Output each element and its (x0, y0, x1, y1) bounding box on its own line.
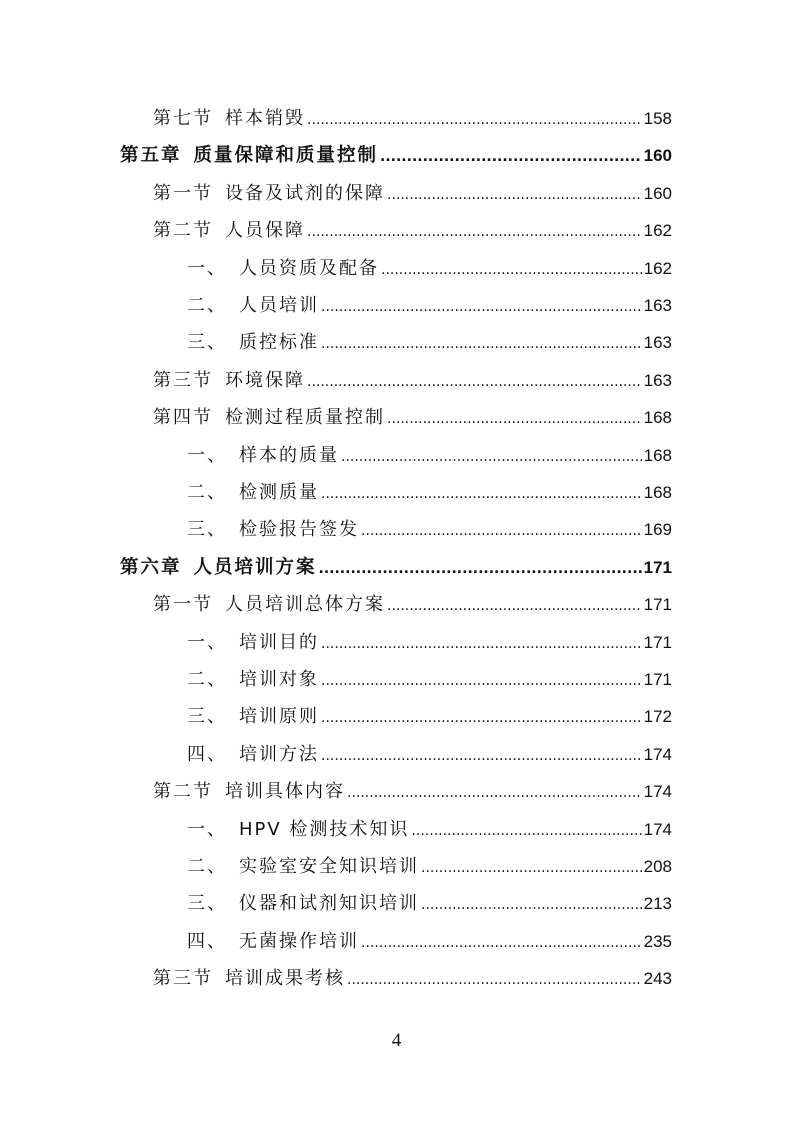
toc-entry-label: 三、 (187, 893, 227, 915)
toc-entry-page: 208 (643, 857, 672, 876)
toc-entry-label: 第二节 (153, 781, 213, 803)
toc-entry-page: 213 (643, 894, 672, 914)
toc-entry-page: 174 (643, 819, 672, 839)
dot-leader (380, 137, 642, 176)
toc-entry-title: 培训原则 (239, 706, 319, 728)
toc-subsection[interactable] (187, 437, 672, 474)
dot-leader (319, 549, 642, 588)
dot-leader (321, 624, 642, 663)
toc-subsection[interactable] (187, 923, 672, 960)
dot-leader (387, 586, 642, 625)
toc-section[interactable] (153, 773, 672, 810)
toc-section[interactable] (153, 586, 672, 623)
toc-entry-label: 四、 (187, 930, 227, 952)
toc-entry-page: 169 (643, 520, 672, 540)
toc-entry-page: 243 (643, 969, 672, 989)
toc-entry-page: 235 (643, 931, 672, 951)
dot-leader (361, 923, 642, 962)
toc-subsection[interactable] (187, 811, 672, 848)
toc-entry-title: 样本的质量 (239, 444, 339, 466)
toc-entry-label: 一、 (187, 444, 227, 466)
toc-entry-title: 检测过程质量控制 (225, 407, 385, 429)
toc-entry-label: 四、 (187, 743, 227, 765)
toc-entry-page: 158 (643, 109, 672, 128)
toc-entry-title: 样本销毁 (225, 108, 305, 129)
toc-entry-title: 质控标准 (239, 332, 319, 354)
dot-leader (347, 960, 642, 999)
toc-entry-label: 第一节 (153, 182, 213, 204)
toc-entry-label: 一、 (187, 631, 227, 653)
toc-entry-title: 人员培训 (239, 295, 319, 316)
dot-leader (321, 698, 642, 737)
toc-section[interactable] (153, 960, 672, 997)
dot-leader (321, 324, 642, 363)
dot-leader (307, 212, 642, 251)
toc-entry-title: 培训方法 (239, 743, 319, 765)
toc-entry-page: 168 (643, 445, 672, 465)
toc-entry-title: 人员保障 (225, 220, 305, 242)
toc-entry-title: 无菌操作培训 (239, 930, 359, 952)
toc-entry-page: 174 (643, 744, 672, 764)
toc-entry-page: 160 (643, 146, 672, 166)
toc-subsection[interactable] (187, 848, 672, 885)
toc-entry-page: 168 (643, 483, 672, 502)
toc-entry-label: 第二节 (153, 220, 213, 242)
toc-entry-title: 培训对象 (239, 669, 319, 690)
dot-leader (381, 250, 642, 289)
toc-entry-title: 培训成果考核 (225, 968, 345, 990)
toc-entry-page: 171 (643, 632, 672, 652)
page-number: 4 (391, 1030, 402, 1051)
toc-entry-page: 162 (643, 221, 672, 241)
dot-leader (421, 848, 642, 887)
toc-subsection[interactable] (187, 474, 672, 511)
toc-entry-page: 171 (643, 557, 672, 577)
toc-entry-title: 培训具体内容 (225, 781, 345, 803)
toc-entry-label: 三、 (187, 706, 227, 728)
toc-entry-title: 环境保障 (225, 369, 305, 391)
dot-leader (347, 773, 642, 812)
toc-entry-label: 第三节 (153, 968, 213, 990)
dot-leader (387, 399, 642, 438)
toc-entry-title: HPV 检测技术知识 (239, 818, 410, 840)
toc-entry-label: 第七节 (153, 108, 213, 129)
dot-leader (321, 474, 642, 513)
toc-entry-page: 174 (643, 782, 672, 802)
toc-entry-label: 二、 (187, 669, 227, 690)
dot-leader (321, 287, 642, 326)
toc-entry-label: 二、 (187, 856, 227, 877)
dot-leader (321, 736, 642, 775)
toc-entry-title: 设备及试剂的保障 (225, 182, 385, 204)
dot-leader (341, 437, 642, 476)
toc-entry-title: 实验室安全知识培训 (239, 856, 419, 877)
toc-subsection[interactable] (187, 511, 672, 548)
toc-chapter[interactable] (120, 549, 672, 586)
toc-subsection[interactable] (187, 250, 672, 287)
toc-section[interactable] (153, 399, 672, 436)
dot-leader (307, 100, 642, 139)
toc-entry-title: 检测质量 (239, 482, 319, 503)
toc-subsection[interactable] (187, 698, 672, 735)
dot-leader (411, 811, 641, 850)
toc-entry-page: 163 (643, 370, 672, 390)
toc-entry-page: 163 (643, 333, 672, 353)
toc-entry-label: 二、 (187, 295, 227, 316)
toc-entry-label: 三、 (187, 519, 227, 541)
toc-entry-page: 171 (643, 595, 672, 615)
toc-entry-label: 一、 (187, 257, 227, 279)
toc-subsection[interactable] (187, 624, 672, 661)
toc-subsection[interactable] (187, 736, 672, 773)
toc-section[interactable] (153, 362, 672, 399)
toc-section[interactable] (153, 212, 672, 249)
toc-entry-label: 第六章 (120, 556, 182, 578)
toc-subsection[interactable] (187, 324, 672, 361)
toc-section[interactable] (153, 175, 672, 212)
dot-leader (361, 511, 642, 550)
toc-entry-label: 第三节 (153, 369, 213, 391)
toc-entry-label: 三、 (187, 332, 227, 354)
toc-entry-label: 一、 (187, 818, 227, 840)
toc-entry-title: 人员资质及配备 (239, 257, 379, 279)
toc-entry-label: 二、 (187, 482, 227, 503)
toc-entry-title: 质量保障和质量控制 (193, 145, 379, 167)
dot-leader (421, 885, 642, 924)
toc-entry-label: 第一节 (153, 594, 213, 616)
toc-entry-page: 168 (643, 408, 672, 428)
toc-entry-page: 162 (643, 258, 672, 278)
toc-entry-page: 171 (643, 670, 672, 689)
toc-entry-title: 人员培训方案 (193, 556, 317, 578)
toc-subsection[interactable] (187, 661, 672, 698)
dot-leader (307, 362, 642, 401)
toc-chapter[interactable] (120, 137, 672, 174)
dot-leader (321, 661, 642, 700)
toc-entry-label: 第四节 (153, 407, 213, 429)
toc-entry-title: 人员培训总体方案 (225, 594, 385, 616)
toc-entry-page: 172 (643, 707, 672, 727)
toc-entry-title: 培训目的 (239, 631, 319, 653)
toc-entry-label: 第五章 (120, 145, 182, 167)
dot-leader (387, 175, 642, 214)
toc-entry-page: 160 (643, 183, 672, 203)
toc-entry-title: 检验报告签发 (239, 519, 359, 541)
toc-section[interactable] (153, 100, 672, 137)
toc-subsection[interactable] (187, 885, 672, 922)
toc-entry-page: 163 (643, 296, 672, 315)
toc-subsection[interactable] (187, 287, 672, 324)
toc-entry-title: 仪器和试剂知识培训 (239, 893, 419, 915)
